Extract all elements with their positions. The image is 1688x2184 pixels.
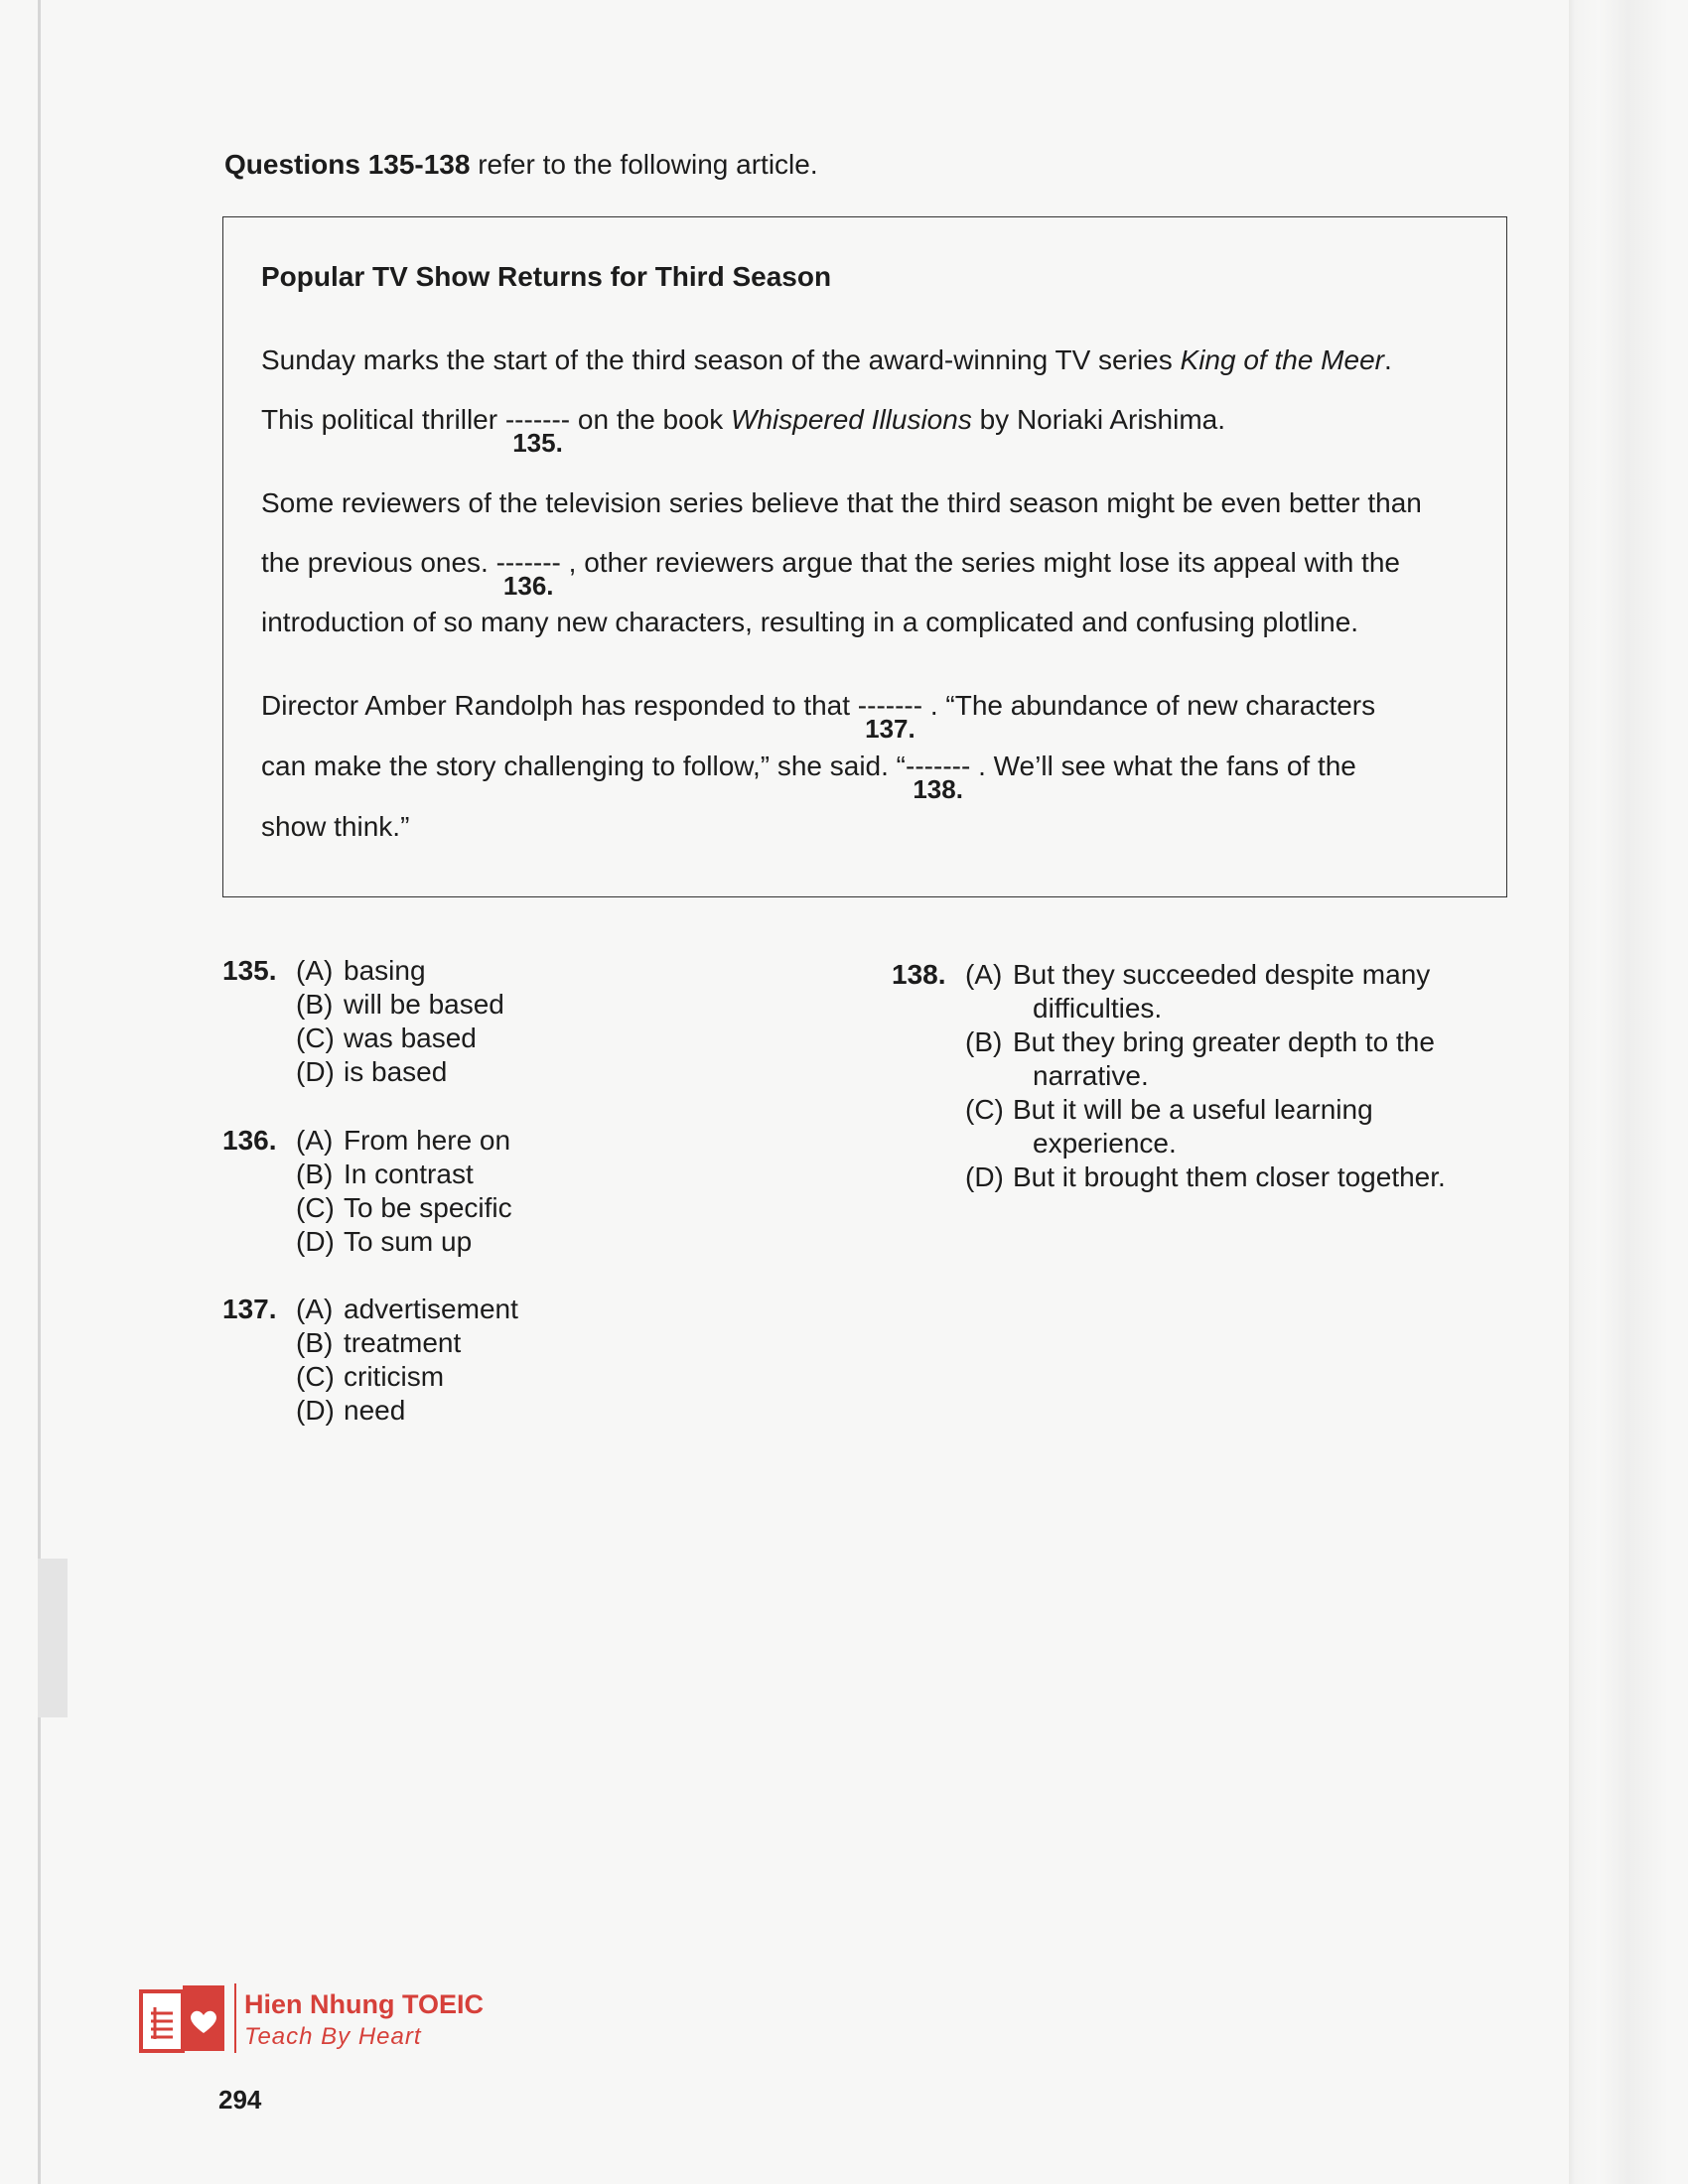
article-box: [222, 216, 1507, 897]
blank-137[interactable]: ------- 137.: [857, 690, 923, 744]
blank-135[interactable]: ------- 135.: [504, 404, 571, 458]
answer-option[interactable]: (C) But it will be a useful learning: [965, 1094, 1373, 1125]
question-intro: Questions 135-138 refer to the following article.: [224, 149, 818, 180]
blank-138[interactable]: ------- 138.: [906, 751, 971, 804]
answer-option[interactable]: (A) But they succeeded despite many: [965, 959, 1431, 990]
question-number: 137.: [222, 1294, 277, 1324]
answer-option[interactable]: (D) To sum up: [296, 1226, 473, 1257]
blank-136[interactable]: ------- 136.: [495, 547, 561, 601]
answer-option[interactable]: (D) is based: [296, 1056, 448, 1087]
article-line: can make the story challenging to follow,” she said. “------- 138. . We’ll see what the fans of the: [261, 751, 1356, 804]
answer-option[interactable]: (A) advertisement: [296, 1294, 518, 1324]
answer-option-continued: experience.: [1033, 1128, 1177, 1159]
page-edge: [38, 0, 41, 2184]
answer-option[interactable]: (C) To be specific: [296, 1192, 512, 1223]
article-line: Sunday marks the start of the third season of the award-winning TV series King of the Meer.: [261, 344, 1392, 375]
scan-shadow: [38, 1559, 68, 1717]
question-number: 135.: [222, 955, 277, 986]
answer-option[interactable]: (C) criticism: [296, 1361, 445, 1392]
answer-option[interactable]: (B) treatment: [296, 1327, 462, 1358]
answer-option-continued: narrative.: [1033, 1060, 1149, 1091]
answer-option[interactable]: (B) will be based: [296, 989, 504, 1020]
page-number: 294: [218, 2085, 262, 2115]
brand-tagline: Teach By Heart: [244, 2023, 422, 2050]
question-number: 138.: [892, 959, 946, 990]
answer-option[interactable]: (D) need: [296, 1395, 406, 1426]
article-title: Popular TV Show Returns for Third Season: [261, 261, 832, 292]
question-number: 136.: [222, 1125, 277, 1156]
answer-option-continued: difficulties.: [1033, 993, 1163, 1024]
page-edge-right: [1569, 0, 1688, 2184]
article-line: the previous ones. ------- 136. , other reviewers argue that the series might lose its appeal with the: [261, 547, 1400, 601]
answer-option[interactable]: (A) From here on: [296, 1125, 511, 1156]
article-line: show think.”: [261, 811, 410, 842]
answer-option[interactable]: (B) In contrast: [296, 1159, 474, 1189]
answer-option[interactable]: (B) But they bring greater depth to the: [965, 1026, 1435, 1057]
logo-divider: [234, 1983, 236, 2053]
answer-option[interactable]: (A) basing: [296, 955, 426, 986]
answer-option[interactable]: (D) But it brought them closer together.: [965, 1161, 1446, 1192]
book-heart-icon: [135, 1981, 230, 2057]
article-line: Director Amber Randolph has responded to that ------- 137. . “The abundance of new characters: [261, 690, 1376, 744]
article-line: This political thriller ------- 135. on the book Whispered Illusions by Noriaki Arishima.: [261, 404, 1226, 458]
brand-name: Hien Nhung TOEIC: [244, 1989, 484, 2019]
article-line: introduction of so many new characters, resulting in a complicated and confusing plotline.: [261, 607, 1359, 637]
answer-option[interactable]: (C) was based: [296, 1023, 477, 1053]
article-line: Some reviewers of the television series believe that the third season might be even better than: [261, 487, 1422, 518]
